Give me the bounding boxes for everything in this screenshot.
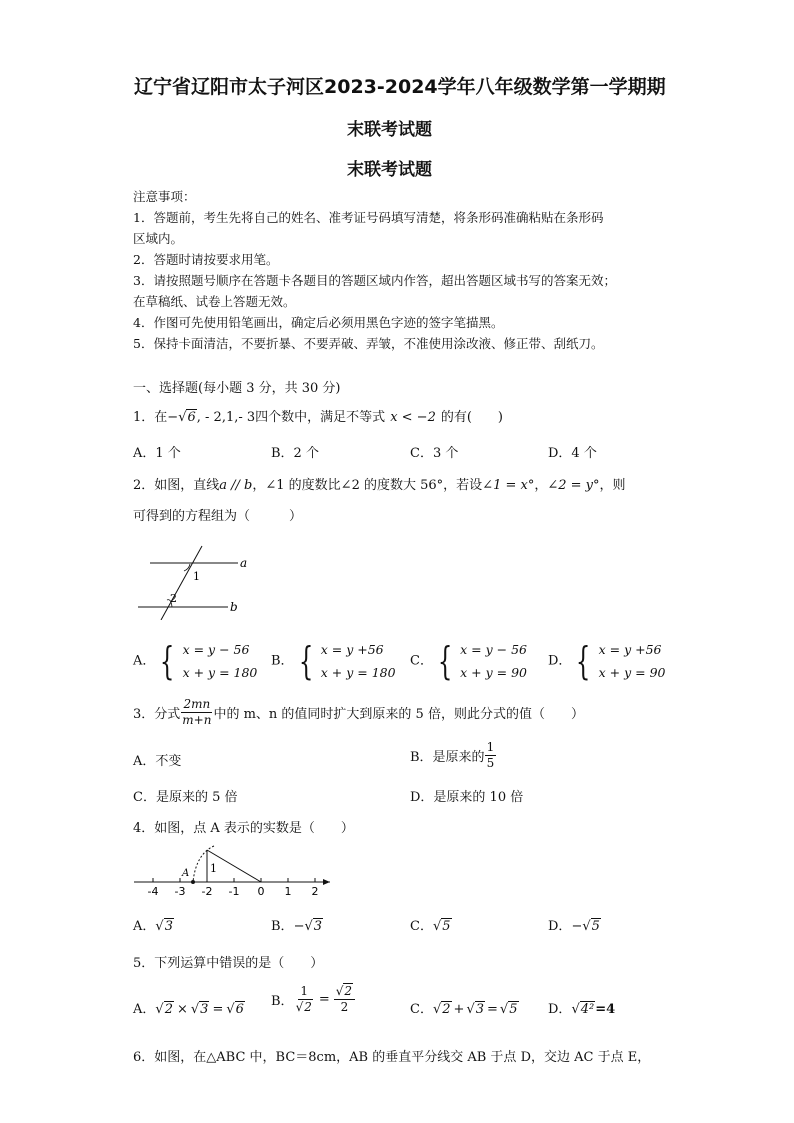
denominator xyxy=(294,1000,315,1015)
q3-option-b-fraction xyxy=(485,740,497,771)
equation-2: x + y = 180 xyxy=(182,665,258,680)
q4-option-d xyxy=(548,915,601,934)
q4-option-c xyxy=(410,915,452,934)
q2-option-a-label: A． xyxy=(133,653,156,669)
q2-option-b xyxy=(271,638,396,684)
q2-option-d xyxy=(548,638,665,684)
q4-option-a-label: A． xyxy=(133,919,156,934)
brace: { xyxy=(160,639,175,683)
question-1 xyxy=(133,406,503,425)
q1-prefix: 1．在 xyxy=(133,410,168,425)
question-2 xyxy=(133,474,626,493)
sqrt: √6 xyxy=(226,1002,244,1017)
note-line: 2．答题时请按要求用笔。 xyxy=(133,252,279,267)
equation-1: x = y − 56 xyxy=(182,642,250,657)
fraction xyxy=(294,984,315,1015)
note-line: 5．保持卡面清洁，不要折暴、不要弄破、弄皱，不准使用涂改液、修正带、刮纸刀。 xyxy=(133,336,604,351)
ticks xyxy=(148,878,319,898)
sqrt: √3 xyxy=(190,1002,209,1017)
equation-2: x + y = 90 xyxy=(460,665,527,680)
q1-option-c: C．3 个 xyxy=(410,446,459,461)
radicand: 3 xyxy=(164,919,173,934)
q3-option-b xyxy=(410,740,496,771)
note-line: 在草稿纸、试卷上答题无效。 xyxy=(133,294,296,309)
q3-fraction xyxy=(180,697,213,728)
q1-inequality: x < −2 xyxy=(390,410,436,425)
q1-minus: − xyxy=(167,410,179,425)
q1-radicand: 6 xyxy=(187,410,196,425)
q2-parallel: a // b xyxy=(219,478,253,493)
equation-1: x = y − 56 xyxy=(460,642,527,657)
sqrt: √2 xyxy=(432,1002,451,1017)
q5-option-d xyxy=(548,998,615,1017)
q4-option-c-label: C． xyxy=(410,919,433,934)
q5-option-b xyxy=(271,984,355,1015)
q4-option-a xyxy=(133,915,174,934)
q2-parallel-lines-figure xyxy=(130,540,250,620)
denominator: 2 xyxy=(340,1000,349,1014)
equation-1: x = y +56 xyxy=(320,642,384,657)
q2-set2: ∠2 = y° xyxy=(547,478,600,493)
radicand: 6 xyxy=(235,1002,244,1017)
minus: − xyxy=(293,919,305,934)
label-a: a xyxy=(240,556,248,570)
q5-option-d-label: D． xyxy=(548,1002,572,1017)
q2-comma: ， xyxy=(534,478,548,493)
sqrt: √5 xyxy=(499,1002,518,1017)
sqrt: √2 xyxy=(155,1002,173,1017)
q3-option-a: A．不变 xyxy=(133,754,182,769)
numerator xyxy=(334,984,355,1000)
q4-option-b xyxy=(271,915,323,934)
q2-option-d-label: D． xyxy=(548,653,572,669)
tick-label: -3 xyxy=(174,885,186,898)
radicand: 5 xyxy=(509,1002,518,1017)
tick-label: 0 xyxy=(257,885,265,898)
q2-set1: ∠1 = x° xyxy=(482,478,535,493)
radicand: 3 xyxy=(475,1002,485,1017)
q3-option-c: C．是原来的 5 倍 xyxy=(133,790,238,805)
radicand: 3 xyxy=(200,1002,209,1017)
q3-option-b-text: B．是原来的 xyxy=(410,750,485,765)
q1-option-a: A．1 个 xyxy=(133,446,181,461)
equation-system xyxy=(294,638,396,684)
q5-option-b-label: B． xyxy=(271,994,294,1009)
q1-suffix: 的有( ) xyxy=(440,410,503,425)
point-a xyxy=(191,880,195,884)
numerator: 1 xyxy=(486,740,495,754)
q3-suffix: 中的 m、n 的值同时扩大到原来的 5 倍，则此分式的值（ ） xyxy=(213,707,584,722)
brace: { xyxy=(576,639,591,683)
tick-label: 1 xyxy=(284,885,292,898)
note-line: 4．作图可先使用铅笔画出，确定后必须用黑色字迹的签字笔描黑。 xyxy=(133,315,504,330)
question-5: 5．下列运算中错误的是（ ） xyxy=(133,956,324,971)
radicand: 2 xyxy=(304,1000,312,1014)
note-line: 3．请按照题号顺序在答题卡各题目的答题区域内作答，超出答题区域书写的答案无效； xyxy=(133,273,616,288)
radicand: 3 xyxy=(313,919,323,934)
q5-option-c xyxy=(410,998,519,1017)
q2-line2: 可得到的方程组为（ ） xyxy=(133,509,303,524)
page-subtitle: 末联考试题 xyxy=(347,160,432,180)
question-3 xyxy=(133,697,584,728)
note-line: 区域内。 xyxy=(133,231,184,246)
equation-2: x + y = 90 xyxy=(598,665,666,680)
plus: + xyxy=(453,1002,465,1017)
tick-label: 2 xyxy=(311,885,319,898)
radicand: 4² xyxy=(580,1002,595,1017)
q1-option-d: D．4 个 xyxy=(548,446,597,461)
q4-option-b-label: B． xyxy=(271,919,294,934)
transversal xyxy=(161,546,202,620)
q3-denominator: m+n xyxy=(182,713,212,727)
q2-option-a xyxy=(133,638,257,684)
q2-option-b-label: B． xyxy=(271,653,294,669)
equation-2: x + y = 180 xyxy=(320,665,396,680)
section-heading: 一、选择题(每小题 3 分，共 30 分) xyxy=(133,381,341,396)
radicand: 5 xyxy=(442,919,451,934)
label-angle-1: 1 xyxy=(193,570,200,583)
equals: = xyxy=(318,992,330,1007)
q4-option-d-label: D． xyxy=(548,919,572,934)
radicand: 2 xyxy=(442,1002,451,1017)
q2-text-b: ，∠1 的度数比∠2 的度数大 56°，若设 xyxy=(252,478,483,493)
sqrt: √2 xyxy=(335,984,353,998)
sqrt: √3 xyxy=(466,1002,485,1017)
sqrt: √5 xyxy=(582,919,600,934)
question-4: 4．如图，点 A 表示的实数是（ ） xyxy=(133,821,354,836)
denominator: 5 xyxy=(486,756,495,770)
brace: { xyxy=(298,639,313,683)
label-point-a: A xyxy=(182,868,190,879)
tick-label: -1 xyxy=(228,885,240,898)
q5-option-a xyxy=(133,998,245,1017)
label-b: b xyxy=(230,600,238,614)
q2-option-c-label: C． xyxy=(410,653,433,669)
equation-system xyxy=(571,638,665,684)
q1-mid: 四个数中，满足不等式 xyxy=(255,410,386,425)
equation-system xyxy=(155,638,257,684)
q3-option-d: D．是原来的 10 倍 xyxy=(410,790,524,805)
equals: = xyxy=(487,1002,498,1017)
equation-system xyxy=(433,638,527,684)
q2-text-a: 2．如图，直线 xyxy=(133,478,220,493)
tick-label: -2 xyxy=(201,885,213,898)
q1-option-b: B．2 个 xyxy=(271,446,319,461)
radicand: 5 xyxy=(591,919,600,934)
q1-number-list: , - 2,1,- 3 xyxy=(196,410,256,425)
q2-text-c: ，则 xyxy=(599,478,626,493)
label-height-1: 1 xyxy=(210,862,217,875)
q1-sqrt: √6 xyxy=(178,410,196,425)
equation-1: x = y +56 xyxy=(598,642,662,657)
numerator: 1 xyxy=(300,984,309,998)
sqrt: √4² xyxy=(571,1002,595,1017)
q3-prefix: 3．分式 xyxy=(133,707,181,722)
tick-label: -4 xyxy=(147,885,159,898)
brace: { xyxy=(437,639,453,683)
sqrt: √3 xyxy=(304,919,323,934)
sqrt: √2 xyxy=(295,1000,312,1014)
minus: − xyxy=(571,919,583,934)
q2-option-c xyxy=(410,638,527,684)
radicand: 2 xyxy=(344,984,353,998)
sqrt: √3 xyxy=(155,919,173,934)
question-6: 6．如图，在△ABC 中，BC＝8cm，AB 的垂直平分线交 AB 于点 D，交边 AC 于点 E， xyxy=(133,1050,651,1065)
q3-numerator: 2mn xyxy=(183,697,211,711)
page-title: 辽宁省辽阳市太子河区2023-2024学年八年级数学第一学期期 xyxy=(134,76,666,98)
q5-option-a-label: A． xyxy=(133,1002,156,1017)
q4-number-line-figure xyxy=(130,840,340,900)
sqrt: √5 xyxy=(432,919,451,934)
equals: = xyxy=(212,1002,224,1017)
radicand: 2 xyxy=(164,1002,173,1017)
label-angle-2: 2 xyxy=(170,592,177,605)
fraction xyxy=(334,984,355,1015)
number-line-arrow xyxy=(323,879,330,885)
notes-heading: 注意事项： xyxy=(133,189,196,204)
equals-four: =4 xyxy=(595,1002,616,1017)
times: × xyxy=(176,1002,188,1017)
note-line: 1．答题前，考生先将自己的姓名、准考证号码填写清楚，将条形码准确粘贴在条形码 xyxy=(133,210,604,225)
page-title-continued: 末联考试题 xyxy=(347,120,432,140)
q5-option-c-label: C． xyxy=(410,1002,433,1017)
